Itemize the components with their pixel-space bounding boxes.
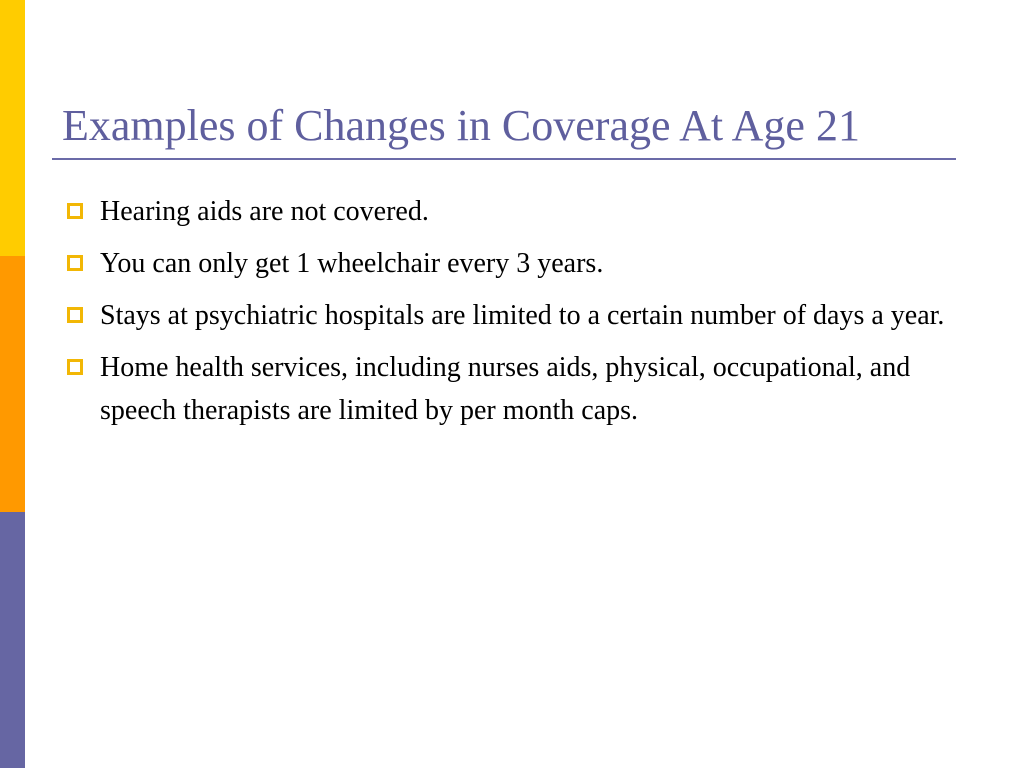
square-bullet-icon xyxy=(67,307,83,323)
bullet-item-psychiatric-hospitals xyxy=(62,294,972,337)
bullet-item-home-health xyxy=(62,346,972,432)
bullet-item-wheelchair xyxy=(62,242,972,285)
bullet-list xyxy=(62,190,972,441)
bullet-text: Hearing aids are not covered. xyxy=(100,196,429,227)
bullet-text: You can only get 1 wheelchair every 3 years. xyxy=(100,248,604,279)
square-bullet-icon xyxy=(67,203,83,219)
accent-bar-purple xyxy=(0,512,25,768)
accent-bar-orange xyxy=(0,256,25,512)
slide-title: Examples of Changes in Coverage At Age 21 xyxy=(62,101,860,150)
title-underline xyxy=(52,158,956,160)
accent-bar-yellow xyxy=(0,0,25,256)
square-bullet-icon xyxy=(67,359,83,375)
bullet-text: Home health services, including nurses aids, physical, occupational, and speech therapists are limited by per month caps. xyxy=(100,352,911,426)
bullet-item-hearing-aids xyxy=(62,190,972,233)
square-bullet-icon xyxy=(67,255,83,271)
bullet-text: Stays at psychiatric hospitals are limited to a certain number of days a year. xyxy=(100,300,945,331)
